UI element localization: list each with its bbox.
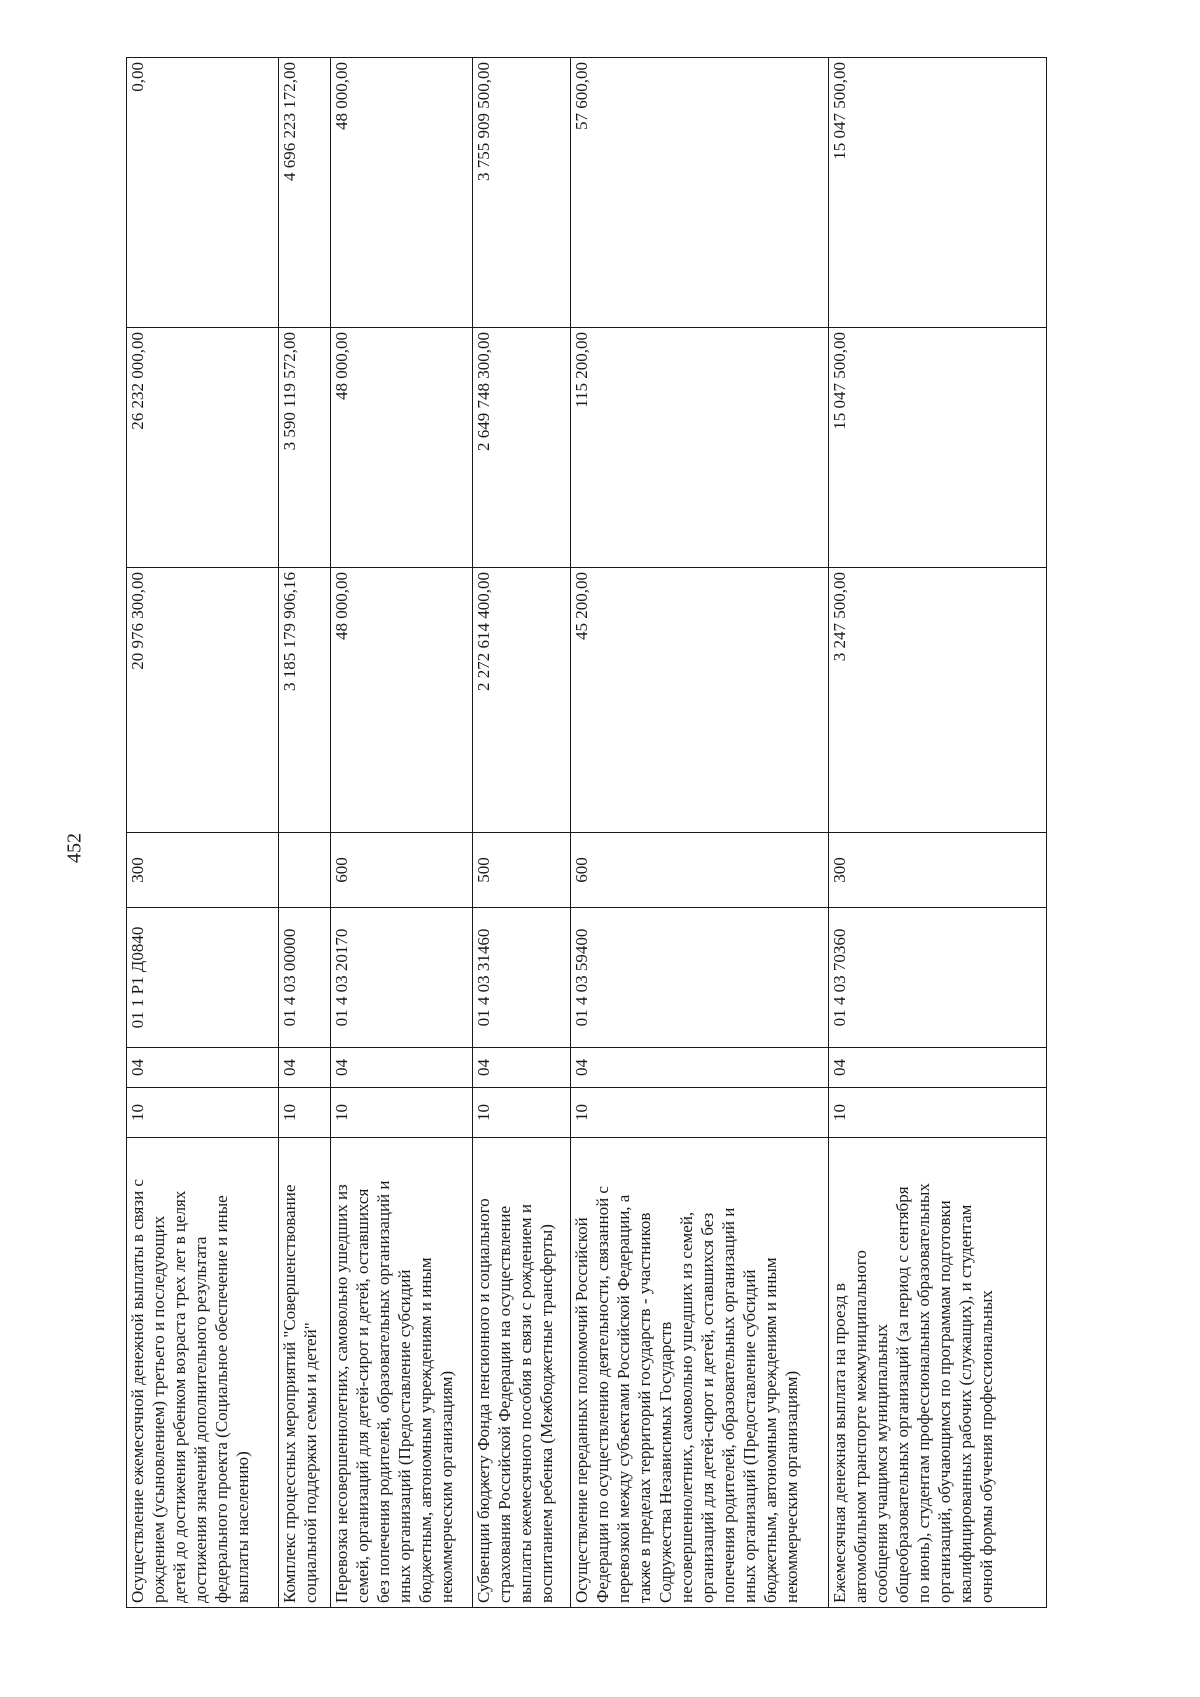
row-amount-1: 3 247 500,00 xyxy=(829,568,1047,833)
row-amount-3: 3 755 909 500,00 xyxy=(473,58,571,328)
row-amount-2: 48 000,00 xyxy=(331,328,473,568)
row-amount-2: 115 200,00 xyxy=(571,328,829,568)
table-row xyxy=(279,58,331,1608)
row-amount-2: 3 590 119 572,00 xyxy=(279,328,331,568)
row-target-article: 01 4 03 59400 xyxy=(571,908,829,1048)
row-amount-3: 48 000,00 xyxy=(331,58,473,328)
row-amount-3: 15 047 500,00 xyxy=(829,58,1047,328)
row-section: 10 xyxy=(279,1088,331,1138)
row-name: Осуществление переданных полномочий Российской Федерации по осуществлению деятельности, связанной с перевозкой между субъектами Российской Федерации, а также в пределах территорий государств - участников Содружества Независимых Государств несовершеннолетних, самовольно ушедших из семей, организаций для детей-сирот и детей, оставшихся без попечения родителей, образовательных организаций и иных организаций (Предоставление субсидий бюджетным, автономным учреждениям и иным некоммерческим организациям) xyxy=(571,1138,829,1608)
row-name: Осуществление ежемесячной денежной выплаты в связи с рождением (усыновлением) третьего и последующих детей до достижения ребенком возраста трех лет в целях достижения значений дополнительного результата федерального проекта (Социальное обеспечение и иные выплаты населению) xyxy=(127,1138,279,1608)
table-row xyxy=(571,58,829,1608)
row-target-article: 01 4 03 00000 xyxy=(279,908,331,1048)
row-amount-1: 48 000,00 xyxy=(331,568,473,833)
row-subsection: 04 xyxy=(279,1048,331,1088)
rotated-table-wrapper xyxy=(126,58,1046,1608)
row-subsection: 04 xyxy=(331,1048,473,1088)
row-name: Ежемесячная денежная выплата на проезд в автомобильном транспорте межмуниципального сообщения учащимся муниципальных общеобразовательных организаций (за период с сентября по июнь), студентам профессиональных образовательных организаций, обучающимся по программам подготовки квалифицированных рабочих (служащих), и студентам очной формы обучения профессиональных xyxy=(829,1138,1047,1608)
row-target-article: 01 1 Р1 Д0840 xyxy=(127,908,279,1048)
row-amount-2: 26 232 000,00 xyxy=(127,328,279,568)
budget-table xyxy=(126,57,1047,1608)
row-subsection: 04 xyxy=(127,1048,279,1088)
row-expense-type: 600 xyxy=(571,833,829,908)
row-amount-2: 15 047 500,00 xyxy=(829,328,1047,568)
table-row xyxy=(473,58,571,1608)
table-row xyxy=(331,58,473,1608)
row-target-article: 01 4 03 20170 xyxy=(331,908,473,1048)
table-row xyxy=(829,58,1047,1608)
row-section: 10 xyxy=(331,1088,473,1138)
row-section: 10 xyxy=(127,1088,279,1138)
row-name: Комплекс процессных мероприятий "Совершенствование социальной поддержки семьи и детей" xyxy=(279,1138,331,1608)
row-name: Субвенции бюджету Фонда пенсионного и социального страхования Российской Федерации на осуществление выплаты ежемесячного пособия в связи с рождением и воспитанием ребенка (Межбюджетные трансферты) xyxy=(473,1138,571,1608)
row-target-article: 01 4 03 31460 xyxy=(473,908,571,1048)
row-amount-1: 45 200,00 xyxy=(571,568,829,833)
row-amount-1: 3 185 179 906,16 xyxy=(279,568,331,833)
row-section: 10 xyxy=(571,1088,829,1138)
row-expense-type: 500 xyxy=(473,833,571,908)
row-target-article: 01 4 03 70360 xyxy=(829,908,1047,1048)
row-expense-type: 300 xyxy=(127,833,279,908)
row-section: 10 xyxy=(829,1088,1047,1138)
row-amount-2: 2 649 748 300,00 xyxy=(473,328,571,568)
row-name: Перевозка несовершеннолетних, самовольно ушедших из семей, организаций для детей-сирот и детей, оставшихся без попечения родителей, образовательных организаций и иных организаций (Предоставление субсидий бюджетным, автономным учреждениям и иным некоммерческим организациям) xyxy=(331,1138,473,1608)
row-amount-1: 2 272 614 400,00 xyxy=(473,568,571,833)
row-expense-type: 600 xyxy=(331,833,473,908)
row-expense-type: 300 xyxy=(829,833,1047,908)
row-subsection: 04 xyxy=(473,1048,571,1088)
row-subsection: 04 xyxy=(829,1048,1047,1088)
row-amount-3: 4 696 223 172,00 xyxy=(279,58,331,328)
page-number: 452 xyxy=(63,833,86,863)
table-row xyxy=(127,58,279,1608)
row-section: 10 xyxy=(473,1088,571,1138)
row-expense-type xyxy=(279,833,331,908)
row-amount-3: 0,00 xyxy=(127,58,279,328)
row-subsection: 04 xyxy=(571,1048,829,1088)
row-amount-3: 57 600,00 xyxy=(571,58,829,328)
row-amount-1: 20 976 300,00 xyxy=(127,568,279,833)
